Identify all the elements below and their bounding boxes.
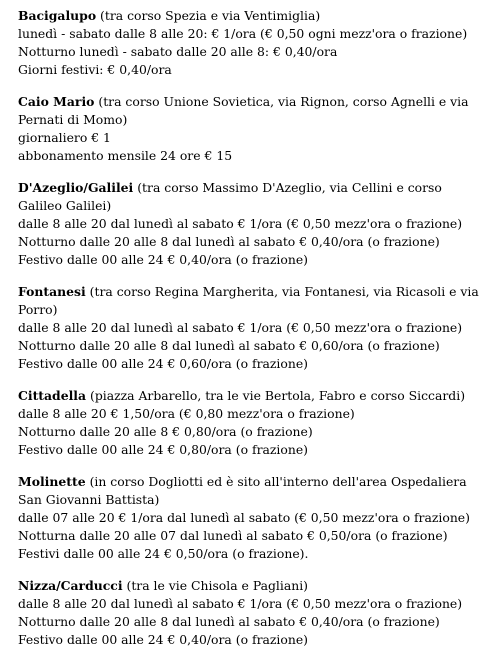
entry-heading bbox=[18, 93, 488, 129]
tariff-line: lunedì - sabato dalle 8 alle 20: € 1/ora (€ 0,50 ogni mezz'ora o frazione) bbox=[18, 26, 468, 41]
parking-entry-fontanesi bbox=[18, 283, 488, 373]
tariff-line: Festivo dalle 00 alle 24 € 0,40/ora (o frazione) bbox=[18, 632, 308, 647]
parking-entry-dazeglio-galilei bbox=[18, 179, 488, 269]
parking-location: (tra corso Unione Sovietica, via Rignon, corso Agnelli e via Pernati di Momo) bbox=[18, 94, 469, 127]
tariff-line: Notturna dalle 20 alle 07 dal lunedì al sabato € 0,50/ora (o frazione) bbox=[18, 528, 448, 543]
parking-entry-cittadella bbox=[18, 387, 488, 459]
tariff-line: dalle 8 alle 20 dal lunedì al sabato € 1/ora (€ 0,50 mezz'ora o frazione) bbox=[18, 596, 463, 611]
tariff-line: giornaliero € 1 bbox=[18, 130, 111, 145]
parking-name: Bacigalupo bbox=[18, 8, 97, 23]
parking-name: Nizza/Carducci bbox=[18, 578, 123, 593]
tariff-line: Notturno lunedì - sabato dalle 20 alle 8: € 0,40/ora bbox=[18, 44, 338, 59]
parking-location: (piazza Arbarello, tra le vie Bertola, Fabro e corso Siccardi) bbox=[86, 388, 466, 403]
tariff-line: dalle 8 alle 20 dal lunedì al sabato € 1/ora (€ 0,50 mezz'ora o frazione) bbox=[18, 216, 463, 231]
parking-name: Caio Mario bbox=[18, 94, 95, 109]
parking-name: Fontanesi bbox=[18, 284, 86, 299]
parking-entry-caio-mario bbox=[18, 93, 488, 165]
tariff-line: Notturno dalle 20 alle 8 dal lunedì al sabato € 0,60/ora (o frazione) bbox=[18, 338, 440, 353]
parking-entry-molinette bbox=[18, 473, 488, 563]
entry-heading bbox=[18, 7, 488, 25]
parking-location: (tra corso Spezia e via Ventimiglia) bbox=[96, 8, 321, 23]
parking-name: Cittadella bbox=[18, 388, 87, 403]
parking-name: Molinette bbox=[18, 474, 86, 489]
tariff-line: Notturno dalle 20 alle 8 € 0,80/ora (o frazione) bbox=[18, 424, 313, 439]
parking-location: (in corso Dogliotti ed è sito all'interno dell'area Ospedaliera San Giovanni Battista) bbox=[18, 474, 467, 507]
entry-heading bbox=[18, 473, 488, 509]
tariff-line: Festivo dalle 00 alle 24 € 0,40/ora (o frazione) bbox=[18, 252, 308, 267]
parking-name: D'Azeglio/Galilei bbox=[18, 180, 134, 195]
tariff-line: Notturno dalle 20 alle 8 dal lunedì al sabato € 0,40/ora (o frazione) bbox=[18, 614, 440, 629]
tariff-line: Festivo dalle 00 alle 24 € 0,60/ora (o frazione) bbox=[18, 356, 308, 371]
parking-location: (tra le vie Chisola e Pagliani) bbox=[122, 578, 309, 593]
parking-location: (tra corso Regina Margherita, via Fontanesi, via Ricasoli e via Porro) bbox=[18, 284, 479, 317]
tariff-line: Giorni festivi: € 0,40/ora bbox=[18, 62, 172, 77]
parking-entry-bacigalupo bbox=[18, 7, 488, 79]
parking-tariffs-document bbox=[18, 7, 488, 663]
entry-heading bbox=[18, 577, 488, 595]
entry-heading bbox=[18, 283, 488, 319]
entry-heading bbox=[18, 179, 488, 215]
tariff-line: dalle 8 alle 20 € 1,50/ora (€ 0,80 mezz'ora o frazione) bbox=[18, 406, 355, 421]
parking-entry-nizza-carducci bbox=[18, 577, 488, 649]
tariff-line: dalle 07 alle 20 € 1/ora dal lunedì al sabato (€ 0,50 mezz'ora o frazione) bbox=[18, 510, 470, 525]
parking-location: (tra corso Massimo D'Azeglio, via Cellini e corso Galileo Galilei) bbox=[18, 180, 442, 213]
entry-heading bbox=[18, 387, 488, 405]
tariff-line: Festivi dalle 00 alle 24 € 0,50/ora (o frazione). bbox=[18, 546, 309, 561]
tariff-line: Festivo dalle 00 alle 24 € 0,80/ora (o frazione) bbox=[18, 442, 308, 457]
tariff-line: Notturno dalle 20 alle 8 dal lunedì al sabato € 0,40/ora (o frazione) bbox=[18, 234, 440, 249]
tariff-line: abbonamento mensile 24 ore € 15 bbox=[18, 148, 233, 163]
tariff-line: dalle 8 alle 20 dal lunedì al sabato € 1/ora (€ 0,50 mezz'ora o frazione) bbox=[18, 320, 463, 335]
